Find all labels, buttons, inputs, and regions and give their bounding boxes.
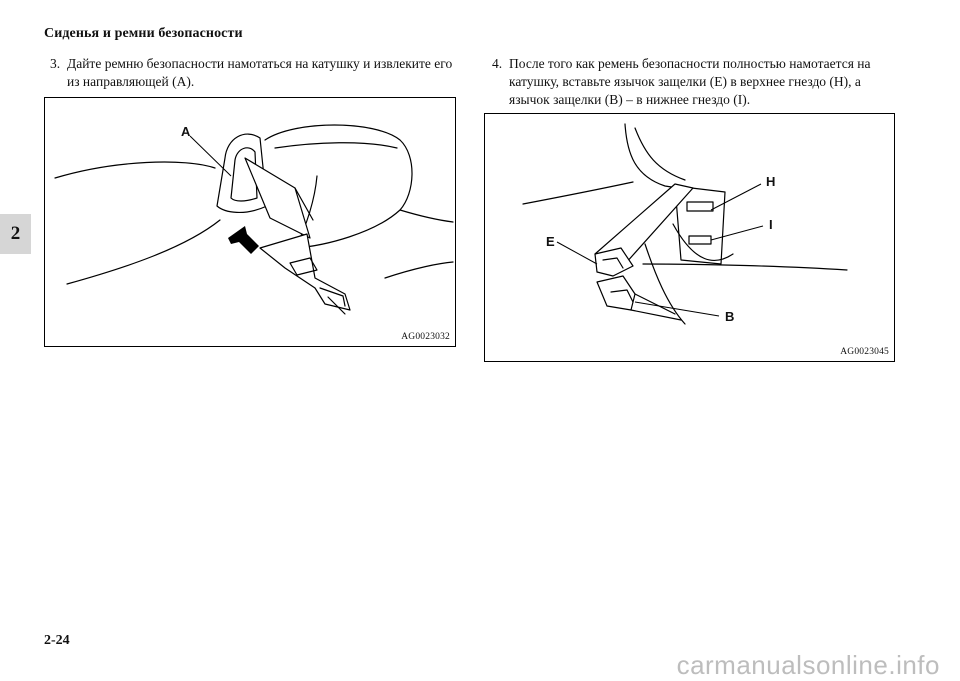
figure-code: AG0023032 [401, 332, 450, 342]
callout-b: B [725, 309, 735, 324]
figure-code: AG0023045 [840, 347, 889, 357]
callout-i: I [769, 217, 773, 232]
step-text: После того как ремень безопасности полностью намотается на катушку, вставьте язычок защелки (E) в верхнее гнездо (H), а язычок защелки (B) – в нижнее гнездо (I). [509, 56, 871, 107]
callout-a: A [181, 124, 191, 139]
figure-seatbelt-guide [44, 97, 456, 347]
step-text: Дайте ремню безопасности намотаться на катушку и извлеките его из направляющей (A). [67, 56, 453, 89]
page-number: 2-24 [44, 633, 70, 648]
step-number: 4. [492, 56, 503, 71]
callout-h: H [766, 174, 776, 189]
step-number: 3. [50, 56, 61, 71]
seatbelt-guide-illustration [45, 98, 455, 346]
instruction-step-3 [50, 55, 455, 91]
chapter-tab[interactable]: 2 [0, 214, 31, 254]
section-header-title: Сиденья и ремни безопасности [44, 26, 243, 41]
watermark: carmanualsonline.info [676, 650, 940, 680]
leader-line [557, 242, 597, 264]
figure-latch-storage [484, 113, 895, 362]
instruction-step-4 [492, 55, 902, 109]
callout-e: E [546, 234, 555, 249]
